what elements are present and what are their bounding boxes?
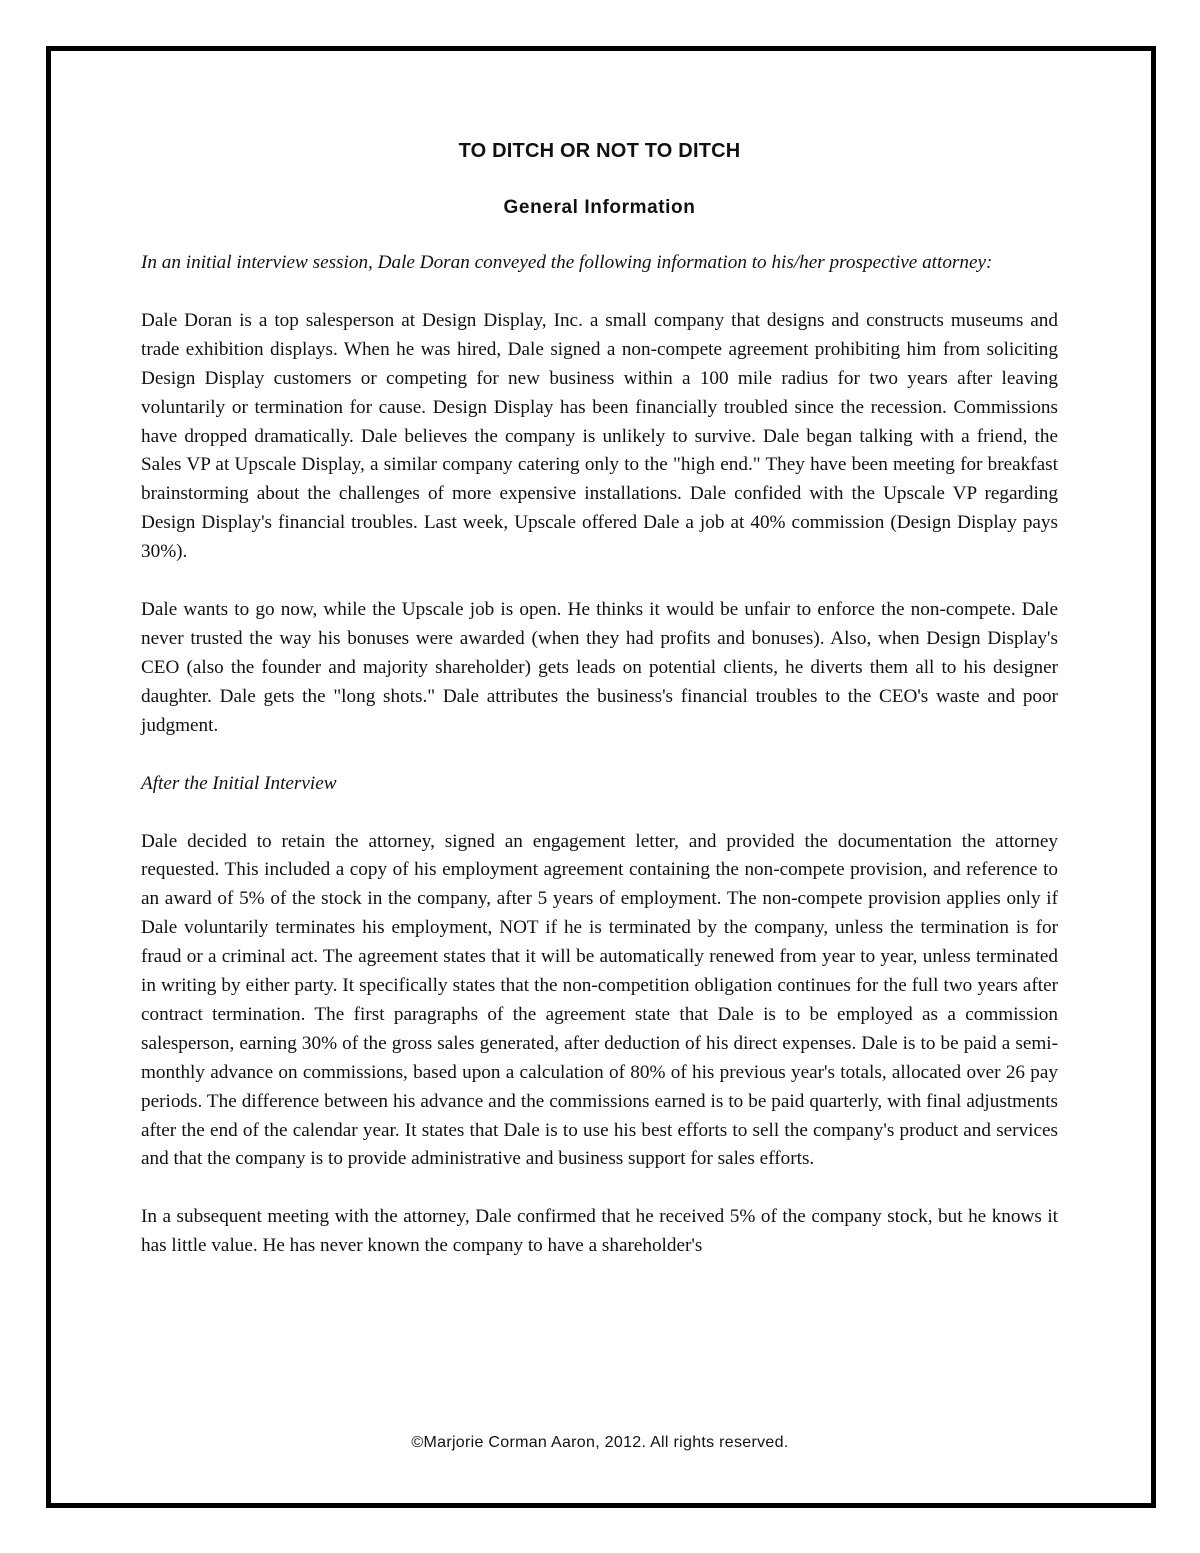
intro-paragraph: In an initial interview session, Dale Doran conveyed the following information to his/her prospective attorney: bbox=[141, 252, 993, 273]
document-body bbox=[141, 140, 1058, 1290]
paragraph-3: Dale decided to retain the attorney, signed an engagement letter, and provided the documentation the attorney requested. This included a copy of his employment agreement containing the non-compete provision, and reference to an award of 5% of the stock in the company, after 5 years of employment. The non-compete provision applies only if Dale voluntarily terminates his employment, NOT if he is terminated by the company, unless the termination is for fraud or a criminal act. The agreement states that it will be automatically renewed from year to year, unless terminated in writing by either party. It specifically states that the non-competition obligation continues for the full two years after contract termination. The first paragraphs of the agreement state that Dale is to be employed as a commission salesperson, earning 30% of the gross sales generated, after deduction of his direct expenses. Dale is to be paid a semi-monthly advance on commissions, based upon a calculation of 80% of his previous year's totals, allocated over 26 pay periods. The difference between his advance and the commissions earned is to be paid quarterly, with final adjustments after the end of the calendar year. It states that Dale is to use his best efforts to sell the company's product and services and that the company is to provide administrative and business support for sales efforts. bbox=[141, 830, 1058, 1170]
paragraph-1: Dale Doran is a top salesperson at Design Display, Inc. a small company that designs and constructs museums and trade exhibition displays. When he was hired, Dale signed a non-compete agreement prohibiting him from soliciting Design Display customers or competing for new business within a 100 mile radius for two years after leaving voluntarily or termination for cause. Design Display has been financially troubled since the recession. Commissions have dropped dramatically. Dale believes the company is unlikely to survive. Dale began talking with a friend, the Sales VP at Upscale Display, a similar company catering only to the "high end." They have been meeting for breakfast brainstorming about the challenges of more expensive installations. Dale confided with the Upscale VP regarding Design Display's financial troubles. Last week, Upscale offered Dale a job at 40% commission (Design Display pays 30%). bbox=[141, 309, 1058, 563]
paragraph-4: In a subsequent meeting with the attorney, Dale confirmed that he received 5% of the company stock, but he knows it has little value. He has never known the company to have a shareholder's bbox=[141, 1206, 1058, 1257]
section-heading: After the Initial Interview bbox=[141, 772, 337, 794]
paragraph-2: Dale wants to go now, while the Upscale job is open. He thinks it would be unfair to enforce the non-compete. Dale never trusted the way his bonuses were awarded (when they had profits and bonuses). Also, when Design Display's CEO (also the founder and majority shareholder) gets leads on potential clients, he diverts them all to his designer daughter. Dale gets the "long shots." Dale attributes the business's financial troubles to the CEO's waste and poor judgment. bbox=[141, 599, 1058, 736]
document-subtitle: General Information bbox=[503, 197, 696, 218]
document-title: TO DITCH OR NOT TO DITCH bbox=[458, 140, 741, 162]
copyright-footer: ©Marjorie Corman Aaron, 2012. All rights reserved. bbox=[411, 1434, 789, 1451]
